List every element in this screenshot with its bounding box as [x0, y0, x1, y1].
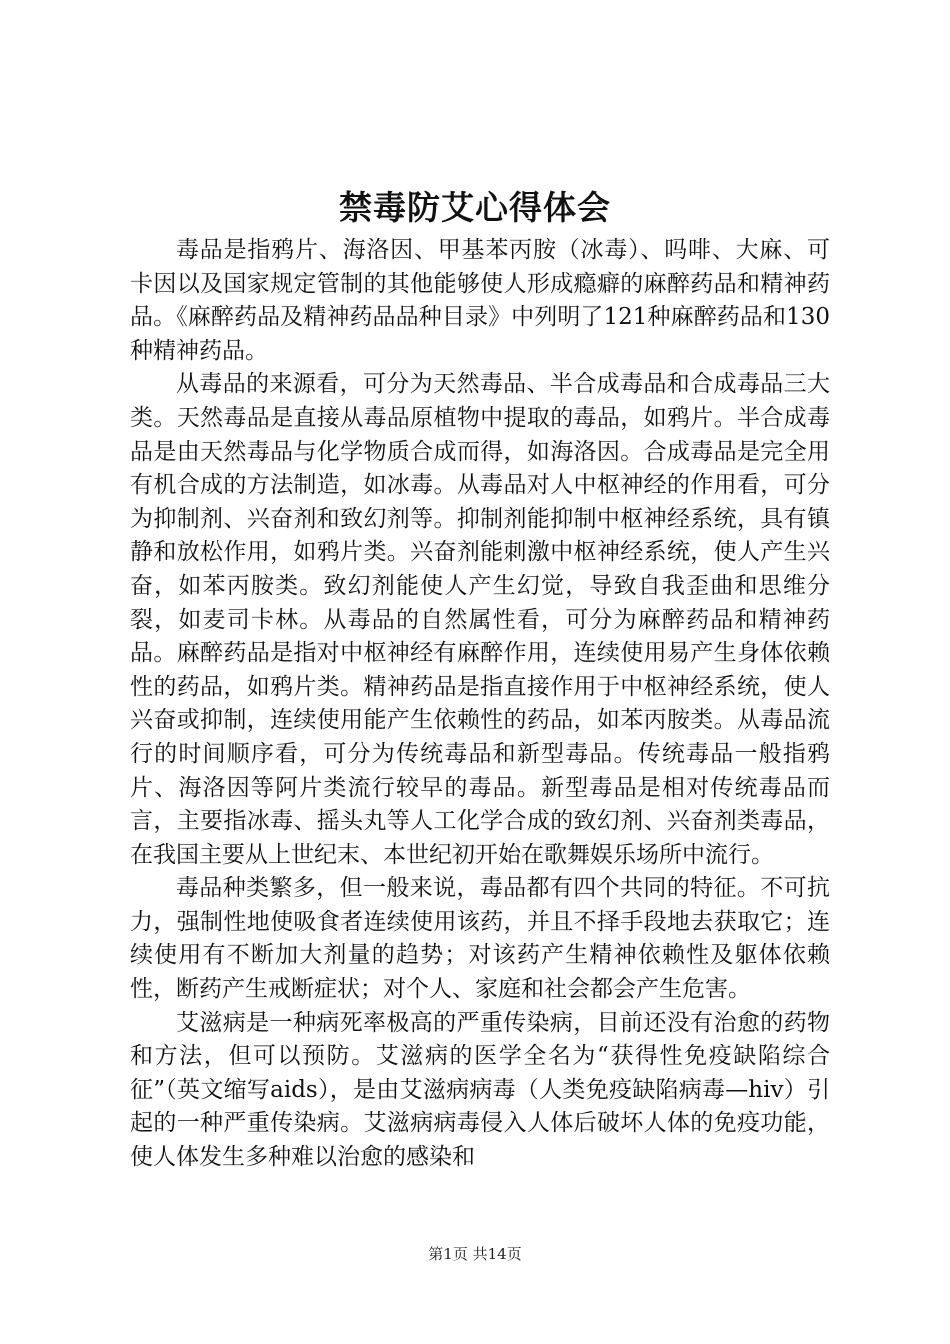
- paragraph: 艾滋病是一种病死率极高的严重传染病，目前还没有治愈的药物和方法，但可以预防。艾滋病的医学全名为“获得性免疫缺陷综合征”（英文缩写aids），是由艾滋病病毒（人类免疫缺陷病毒—hiv）引起的一种严重传染病。艾滋病病毒侵入人体后破坏人体的免疫功能，使人体发生多种难以治愈的感染和: [130, 1009, 830, 1171]
- document-title: 禁毒防艾心得体会: [339, 188, 611, 227]
- paragraph: 毒品是指鸦片、海洛因、甲基苯丙胺（冰毒）、吗啡、大麻、可卡因以及国家规定管制的其他能够使人形成瘾癖的麻醉药品和精神药品。《麻醉药品及精神药品品种目录》中列明了121种麻醉药品和130种精神药品。: [130, 237, 830, 364]
- paragraph: 毒品种类繁多，但一般来说，毒品都有四个共同的特征。不可抗力，强制性地使吸食者连续使用该药，并且不择手段地去获取它；连续使用有不断加大剂量的趋势；对该药产生精神依赖性及躯体依赖性，断药产生戒断症状；对个人、家庭和社会都会产生危害。: [130, 875, 830, 1003]
- paragraph: 从毒品的来源看，可分为天然毒品、半合成毒品和合成毒品三大类。天然毒品是直接从毒品原植物中提取的毒品，如鸦片。半合成毒品是由天然毒品与化学物质合成而得，如海洛因。合成毒品是完全用有机合成的方法制造，如冰毒。从毒品对人中枢神经的作用看，可分为抑制剂、兴奋剂和致幻剂等。抑制剂能抑制中枢神经系统，具有镇静和放松作用，如鸦片类。兴奋剂能刺激中枢神经系统，使人产生兴奋，如苯丙胺类。致幻剂能使人产生幻觉，导致自我歪曲和思维分裂，如麦司卡林。从毒品的自然属性看，可分为麻醉药品和精神药品。麻醉药品是指对中枢神经有麻醉作用，连续使用易产生身体依赖性的药品，如鸦片类。精神药品是指直接作用于中枢神经系统，使人兴奋或抑制，连续使用能产生依赖性的药品，如苯丙胺类。从毒品流行的时间顺序看，可分为传统毒品和新型毒品。传统毒品一般指鸦片、海洛因等阿片类流行较早的毒品。新型毒品是相对传统毒品而言，主要指冰毒、摇头丸等人工化学合成的致幻剂、兴奋剂类毒品，在我国主要从上世纪末、本世纪初开始在歌舞娱乐场所中流行。: [130, 371, 830, 868]
- page-footer: 第1页 共14页: [428, 1245, 522, 1263]
- document-body: [130, 234, 830, 1175]
